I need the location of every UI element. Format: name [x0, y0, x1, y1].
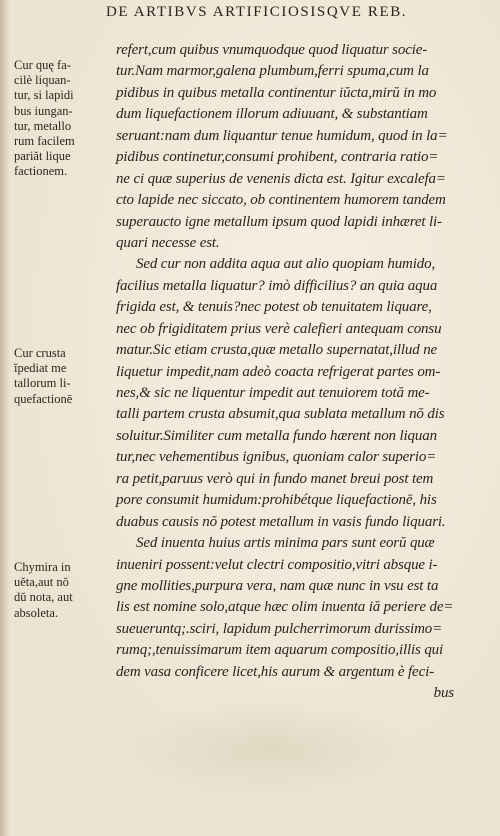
text-line: Sed inuenta huius artis minima pars sunt eorŭ quæ: [136, 535, 435, 552]
margin-note-line: quefactionē: [14, 391, 73, 406]
page-stain: [120, 700, 420, 800]
margin-note-line: Chymira in: [14, 560, 71, 574]
text-line: nec ob frigiditatem prius verè calefieri antequam consu: [116, 320, 442, 337]
text-line: seruant:nam dum liquantur tenue humidum, quod in la=: [116, 127, 448, 144]
text-line: inueniri possent:velut clectri compositio,vitri absque i-: [116, 556, 438, 573]
text-line: lis est nomine solo,atque hæc olim inuenta iă perierе de=: [116, 599, 454, 616]
margin-note-line: cilè liquan-: [14, 73, 71, 88]
margin-note-line: ĭpediat me: [14, 361, 67, 376]
text-line: gne mollities,purpura vera, nam quæ nunc in vsu est ta: [116, 577, 439, 594]
margin-note-line: absoleta.: [14, 605, 59, 620]
margin-note-line: Cur crusta: [14, 346, 66, 360]
margin-note-2: [14, 346, 114, 407]
text-line: quari necesse est.: [116, 234, 220, 251]
running-header: DE ARTIBVS ARTIFICIOSISQVE REB.: [106, 4, 408, 20]
text-line: superaucto igne metallum ipsum quod lapidi inhæret li-: [116, 213, 442, 230]
text-line: soluitur.Similiter cum metalla fundo hærent non liquan: [116, 427, 437, 444]
margin-note-line: tallorum li-: [14, 376, 71, 391]
margin-note-3: [14, 560, 114, 621]
margin-note-line: tur, si lapidi: [14, 88, 74, 103]
text-line: sueueruntq;.sciri, lapidum pulcherrimorum durissimo=: [116, 620, 443, 637]
text-line: matur.Sic etiam crusta,quæ metallo supernatat,illud ne: [116, 342, 438, 359]
margin-note-line: factionem.: [14, 164, 68, 179]
margin-note-line: Cur quę fa-: [14, 58, 71, 72]
text-line: ra petit,paruus verò qui in fundo manet breui post tem: [116, 470, 434, 487]
text-line: refert,cum quibus vnumquodque quod liquatur socie-: [116, 42, 428, 58]
text-line: dem vasa conficere licet,his aurum & argentum è feci-: [116, 663, 434, 680]
margin-note-line: pariăt lique: [14, 149, 71, 164]
text-line: ne ci quæ superius de venenis dicta est. Igitur excalefa=: [116, 170, 446, 187]
text-line: Sed cur non addita aqua aut alio quopiam humido,: [136, 256, 436, 273]
text-line: dum liquefactionem illorum adiuuant, & substantiam: [116, 106, 428, 123]
text-line: pidibus continetur,consumi prohibent, contraria ratio=: [116, 149, 439, 166]
margin-note-line: uĕta,aut nŏ: [14, 575, 69, 590]
text-line: talli partem crusta absumit,qua sublata metallum nŏ dis: [116, 406, 445, 423]
text-line: bus: [433, 685, 454, 702]
main-text: [116, 40, 466, 705]
binding-shadow: [0, 0, 10, 836]
text-line: pore consumit humidum:prohibétque liquefactionē, his: [116, 492, 437, 509]
text-line: tur.Nam marmor,galena plumbum,ferri spuma,cum la: [116, 63, 429, 80]
text-line: tur,nec vehementibus ignibus, quoniam calor superio=: [116, 449, 437, 466]
text-line: facilius metalla liquatur? imò difficilius? an quia aqua: [116, 277, 438, 294]
margin-note-1: [14, 58, 114, 180]
text-line: pidibus in quibus metalla continentur iŭcta,mirŭ in mo: [116, 84, 437, 101]
margin-note-line: tur, metallo: [14, 118, 72, 133]
text-line: rumq;,tenuissimarum item aquarum compositio,illis qui: [116, 642, 444, 659]
margin-note-line: bus iungan-: [14, 103, 73, 118]
text-line: cto lapide nec siccato, ob continentem humorem tandem: [116, 192, 446, 209]
text-line: liquetur impedit,nam adeò coacta refrigerat partes om-: [116, 363, 441, 380]
text-line: nes,& sic ne liquentur impedit aut tenuiorem totă me-: [116, 385, 430, 401]
margin-note-line: dŭ nota, aut: [14, 590, 73, 605]
text-line: duabus causis nŏ potest metallum in vasis fundo liquari.: [116, 513, 446, 530]
margin-note-line: rum facilem: [14, 134, 75, 149]
text-line: frigida est, & tenuis?nec potest ob tenuitatem liquare,: [116, 299, 432, 316]
